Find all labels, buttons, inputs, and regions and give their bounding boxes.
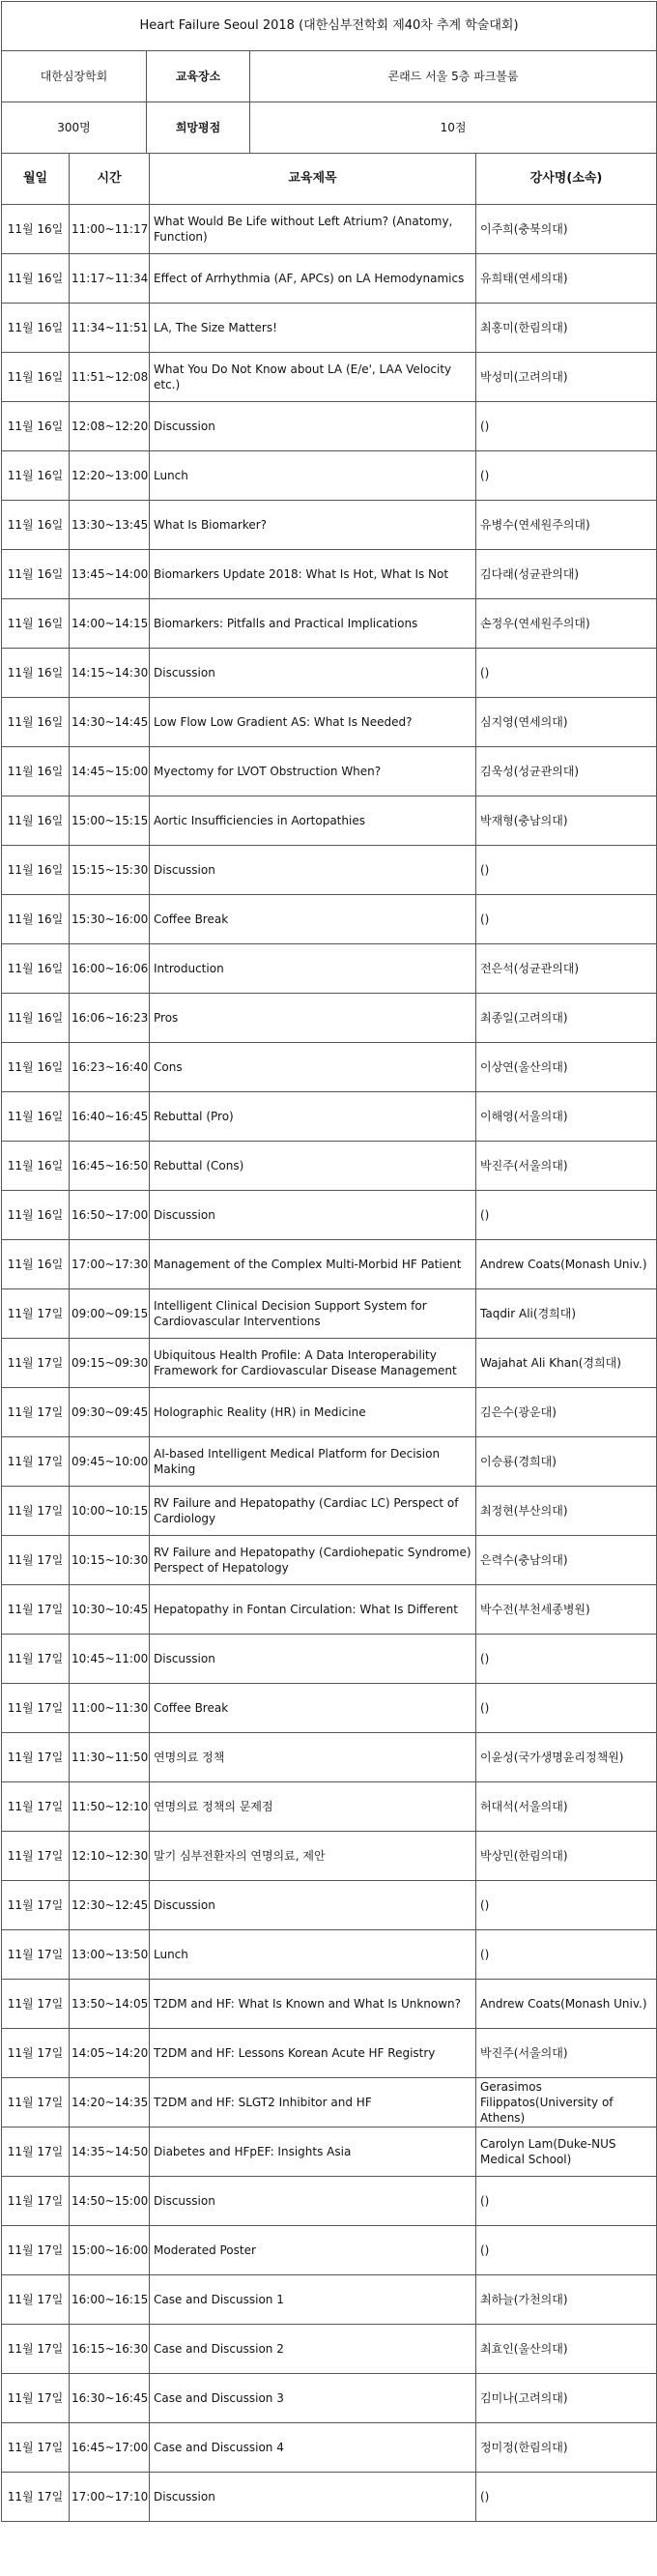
time-cell: 12:30~12:45 [70, 1881, 150, 1930]
title-cell: Lunch [150, 451, 476, 501]
table-row [2, 1289, 657, 1339]
speaker-cell: 김은수(광운대) [476, 1388, 657, 1437]
date-cell: 11월 16일 [2, 747, 70, 796]
table-row [2, 2473, 657, 2522]
time-cell: 14:15~14:30 [70, 649, 150, 698]
time-cell: 10:15~10:30 [70, 1536, 150, 1585]
speaker-cell: () [476, 2226, 657, 2275]
table-row [2, 2374, 657, 2423]
title-cell: Lunch [150, 1930, 476, 1980]
table-row [2, 1733, 657, 1782]
table-row [2, 1487, 657, 1536]
table-row [2, 1437, 657, 1487]
time-cell: 14:20~14:35 [70, 2078, 150, 2127]
column-header-time: 시간 [70, 154, 150, 205]
speaker-cell: () [476, 1191, 657, 1240]
title-cell: Ubiquitous Health Profile: A Data Interoperability Framework for Cardiovascular Disease Management [150, 1339, 476, 1388]
title-cell: T2DM and HF: Lessons Korean Acute HF Registry [150, 2029, 476, 2078]
time-cell: 10:45~11:00 [70, 1635, 150, 1684]
title-cell: RV Failure and Hepatopathy (Cardiohepatic Syndrome) Perspect of Hepatology [150, 1536, 476, 1585]
time-cell: 17:00~17:30 [70, 1240, 150, 1289]
speaker-cell: 유병수(연세원주의대) [476, 501, 657, 550]
table-row [2, 1240, 657, 1289]
title-cell: Coffee Break [150, 895, 476, 944]
table-row [2, 1684, 657, 1733]
time-cell: 13:00~13:50 [70, 1930, 150, 1980]
table-row [2, 994, 657, 1043]
table-row [2, 1930, 657, 1980]
speaker-cell: 이윤성(국가생명윤리정책원) [476, 1733, 657, 1782]
time-cell: 16:06~16:23 [70, 994, 150, 1043]
speaker-cell: Carolyn Lam(Duke-NUS Medical School) [476, 2127, 657, 2177]
time-cell: 11:30~11:50 [70, 1733, 150, 1782]
date-cell: 11월 16일 [2, 1092, 70, 1142]
title-cell: Management of the Complex Multi-Morbid HF Patient [150, 1240, 476, 1289]
date-cell: 11월 16일 [2, 1240, 70, 1289]
time-cell: 15:30~16:00 [70, 895, 150, 944]
date-cell: 11월 17일 [2, 1980, 70, 2029]
time-cell: 16:15~16:30 [70, 2325, 150, 2374]
date-cell: 11월 16일 [2, 698, 70, 747]
table-row [2, 205, 657, 254]
table-row [2, 1980, 657, 2029]
speaker-cell: Taqdir Ali(경희대) [476, 1289, 657, 1339]
time-cell: 10:00~10:15 [70, 1487, 150, 1536]
date-cell: 11월 16일 [2, 501, 70, 550]
points-row [2, 102, 657, 154]
table-row [2, 550, 657, 599]
speaker-cell: 박재형(충남의대) [476, 796, 657, 846]
date-cell: 11월 17일 [2, 1437, 70, 1487]
time-cell: 11:17~11:34 [70, 254, 150, 304]
table-row [2, 1585, 657, 1635]
time-cell: 16:50~17:00 [70, 1191, 150, 1240]
speaker-cell: () [476, 2177, 657, 2226]
time-cell: 14:45~15:00 [70, 747, 150, 796]
title-cell: Coffee Break [150, 1684, 476, 1733]
table-row [2, 2029, 657, 2078]
table-row [2, 1881, 657, 1930]
date-cell: 11월 16일 [2, 994, 70, 1043]
speaker-cell: 최효인(울산의대) [476, 2325, 657, 2374]
time-cell: 14:50~15:00 [70, 2177, 150, 2226]
time-cell: 16:45~16:50 [70, 1142, 150, 1191]
speaker-cell: () [476, 1684, 657, 1733]
column-header-row [2, 154, 657, 205]
table-row [2, 353, 657, 402]
speaker-cell: 박진주(서울의대) [476, 1142, 657, 1191]
title-cell: 말기 심부전환자의 연명의료, 제안 [150, 1832, 476, 1881]
time-cell: 11:34~11:51 [70, 304, 150, 353]
title-cell: Discussion [150, 2177, 476, 2226]
title-cell: Pros [150, 994, 476, 1043]
date-cell: 11월 17일 [2, 2275, 70, 2325]
time-cell: 10:30~10:45 [70, 1585, 150, 1635]
title-cell: Intelligent Clinical Decision Support System for Cardiovascular Interventions [150, 1289, 476, 1339]
date-cell: 11월 16일 [2, 402, 70, 451]
speaker-cell: Andrew Coats(Monash Univ.) [476, 1240, 657, 1289]
points-label: 희망평점 [147, 102, 250, 154]
date-cell: 11월 17일 [2, 1487, 70, 1536]
table-row [2, 2325, 657, 2374]
title-cell: Discussion [150, 846, 476, 895]
speaker-cell: () [476, 1881, 657, 1930]
date-cell: 11월 17일 [2, 2473, 70, 2522]
table-row [2, 2226, 657, 2275]
title-cell: Diabetes and HFpEF: Insights Asia [150, 2127, 476, 2177]
title-cell: Case and Discussion 1 [150, 2275, 476, 2325]
date-cell: 11월 17일 [2, 1635, 70, 1684]
date-cell: 11월 16일 [2, 254, 70, 304]
table-row [2, 747, 657, 796]
time-cell: 14:00~14:15 [70, 599, 150, 649]
date-cell: 11월 17일 [2, 1388, 70, 1437]
title-cell: Cons [150, 1043, 476, 1092]
time-cell: 16:23~16:40 [70, 1043, 150, 1092]
table-row [2, 2177, 657, 2226]
column-header-title: 교육제목 [150, 154, 476, 205]
date-cell: 11월 17일 [2, 2374, 70, 2423]
table-row [2, 1191, 657, 1240]
organizer: 대한심장학회 [2, 51, 147, 102]
title-cell: Discussion [150, 402, 476, 451]
time-cell: 17:00~17:10 [70, 2473, 150, 2522]
speaker-cell: Gerasimos Filippatos(University of Athens) [476, 2078, 657, 2127]
title-cell: Myectomy for LVOT Obstruction When? [150, 747, 476, 796]
page-title: Heart Failure Seoul 2018 (대한심부전학회 제40차 추계 학술대회) [2, 2, 657, 51]
speaker-cell: 정미정(한림의대) [476, 2423, 657, 2473]
title-cell: Aortic Insufficiencies in Aortopathies [150, 796, 476, 846]
time-cell: 11:00~11:30 [70, 1684, 150, 1733]
table-row [2, 254, 657, 304]
title-cell: Case and Discussion 4 [150, 2423, 476, 2473]
speaker-cell: 김욱성(성균관의대) [476, 747, 657, 796]
table-row [2, 1043, 657, 1092]
title-cell: LA, The Size Matters! [150, 304, 476, 353]
time-cell: 16:30~16:45 [70, 2374, 150, 2423]
table-row [2, 895, 657, 944]
time-cell: 11:51~12:08 [70, 353, 150, 402]
table-row [2, 2423, 657, 2473]
table-row [2, 1142, 657, 1191]
title-cell: Effect of Arrhythmia (AF, APCs) on LA Hemodynamics [150, 254, 476, 304]
table-row [2, 451, 657, 501]
title-cell: Biomarkers Update 2018: What Is Hot, What Is Not [150, 550, 476, 599]
schedule-table [1, 153, 657, 2522]
date-cell: 11월 17일 [2, 2029, 70, 2078]
date-cell: 11월 17일 [2, 1289, 70, 1339]
speaker-cell: () [476, 402, 657, 451]
venue-row [2, 51, 657, 102]
speaker-cell: 최홍미(한림의대) [476, 304, 657, 353]
speaker-cell: Andrew Coats(Monash Univ.) [476, 1980, 657, 2029]
table-row [2, 2127, 657, 2177]
date-cell: 11월 16일 [2, 1043, 70, 1092]
speaker-cell: () [476, 1930, 657, 1980]
title-cell: Rebuttal (Cons) [150, 1142, 476, 1191]
table-row [2, 402, 657, 451]
speaker-cell: 박수전(부천세종병원) [476, 1585, 657, 1635]
time-cell: 15:00~16:00 [70, 2226, 150, 2275]
speaker-cell: 손정우(연세원주의대) [476, 599, 657, 649]
date-cell: 11월 17일 [2, 2078, 70, 2127]
date-cell: 11월 16일 [2, 944, 70, 994]
speaker-cell: () [476, 2473, 657, 2522]
speaker-cell: 박상민(한림의대) [476, 1832, 657, 1881]
title-cell: Moderated Poster [150, 2226, 476, 2275]
time-cell: 14:35~14:50 [70, 2127, 150, 2177]
date-cell: 11월 16일 [2, 353, 70, 402]
speaker-cell: 최정현(부산의대) [476, 1487, 657, 1536]
title-cell: What You Do Not Know about LA (E/e', LAA Velocity etc.) [150, 353, 476, 402]
date-cell: 11월 17일 [2, 1585, 70, 1635]
date-cell: 11월 16일 [2, 205, 70, 254]
time-cell: 13:30~13:45 [70, 501, 150, 550]
title-cell: What Is Biomarker? [150, 501, 476, 550]
speaker-cell: 유희태(연세의대) [476, 254, 657, 304]
date-cell: 11월 17일 [2, 1930, 70, 1980]
time-cell: 16:00~16:15 [70, 2275, 150, 2325]
time-cell: 15:15~15:30 [70, 846, 150, 895]
table-row [2, 1388, 657, 1437]
date-cell: 11월 16일 [2, 846, 70, 895]
table-row [2, 846, 657, 895]
table-row [2, 796, 657, 846]
title-cell: Discussion [150, 2473, 476, 2522]
date-cell: 11월 17일 [2, 1536, 70, 1585]
time-cell: 12:10~12:30 [70, 1832, 150, 1881]
table-row [2, 1536, 657, 1585]
date-cell: 11월 17일 [2, 2177, 70, 2226]
title-cell: Rebuttal (Pro) [150, 1092, 476, 1142]
date-cell: 11월 17일 [2, 2423, 70, 2473]
date-cell: 11월 16일 [2, 649, 70, 698]
column-header-speaker: 강사명(소속) [476, 154, 657, 205]
time-cell: 15:00~15:15 [70, 796, 150, 846]
speaker-cell: 이주희(충북의대) [476, 205, 657, 254]
title-cell: Discussion [150, 649, 476, 698]
speaker-cell: () [476, 451, 657, 501]
time-cell: 16:00~16:06 [70, 944, 150, 994]
speaker-cell: 이상연(울산의대) [476, 1043, 657, 1092]
time-cell: 11:00~11:17 [70, 205, 150, 254]
date-cell: 11월 17일 [2, 1733, 70, 1782]
table-row [2, 1339, 657, 1388]
date-cell: 11월 17일 [2, 1684, 70, 1733]
table-row [2, 599, 657, 649]
venue-label: 교육장소 [147, 51, 250, 102]
title-row [2, 2, 657, 51]
title-cell: AI-based Intelligent Medical Platform for Decision Making [150, 1437, 476, 1487]
date-cell: 11월 17일 [2, 1881, 70, 1930]
date-cell: 11월 17일 [2, 1339, 70, 1388]
table-row [2, 304, 657, 353]
title-cell: 연명의료 정책의 문제점 [150, 1782, 476, 1832]
date-cell: 11월 17일 [2, 2127, 70, 2177]
speaker-cell: () [476, 649, 657, 698]
schedule-body [2, 205, 657, 2522]
title-cell: What Would Be Life without Left Atrium? (Anatomy, Function) [150, 205, 476, 254]
speaker-cell: () [476, 895, 657, 944]
title-cell: Biomarkers: Pitfalls and Practical Implications [150, 599, 476, 649]
title-cell: Case and Discussion 2 [150, 2325, 476, 2374]
time-cell: 16:40~16:45 [70, 1092, 150, 1142]
venue: 콘래드 서울 5층 파크볼룸 [250, 51, 657, 102]
table-row [2, 944, 657, 994]
time-cell: 12:20~13:00 [70, 451, 150, 501]
table-row [2, 1092, 657, 1142]
table-row [2, 1782, 657, 1832]
time-cell: 16:45~17:00 [70, 2423, 150, 2473]
table-row [2, 501, 657, 550]
date-cell: 11월 17일 [2, 1832, 70, 1881]
table-row [2, 2078, 657, 2127]
date-cell: 11월 17일 [2, 2325, 70, 2374]
points: 10점 [250, 102, 657, 154]
time-cell: 11:50~12:10 [70, 1782, 150, 1832]
title-cell: T2DM and HF: SLGT2 Inhibitor and HF [150, 2078, 476, 2127]
date-cell: 11월 16일 [2, 599, 70, 649]
date-cell: 11월 16일 [2, 895, 70, 944]
title-cell: Discussion [150, 1635, 476, 1684]
time-cell: 13:50~14:05 [70, 1980, 150, 2029]
column-header-date: 월일 [2, 154, 70, 205]
speaker-cell: 박성미(고려의대) [476, 353, 657, 402]
title-cell: Holographic Reality (HR) in Medicine [150, 1388, 476, 1437]
date-cell: 11월 16일 [2, 451, 70, 501]
title-cell: RV Failure and Hepatopathy (Cardiac LC) Perspect of Cardiology [150, 1487, 476, 1536]
date-cell: 11월 16일 [2, 304, 70, 353]
schedule-document [1, 1, 656, 2522]
date-cell: 11월 16일 [2, 1142, 70, 1191]
speaker-cell: 이해영(서울의대) [476, 1092, 657, 1142]
time-cell: 09:45~10:00 [70, 1437, 150, 1487]
table-row [2, 649, 657, 698]
time-cell: 12:08~12:20 [70, 402, 150, 451]
title-cell: T2DM and HF: What Is Known and What Is Unknown? [150, 1980, 476, 2029]
date-cell: 11월 16일 [2, 1191, 70, 1240]
title-cell: Discussion [150, 1881, 476, 1930]
attendees: 300명 [2, 102, 147, 154]
header-table [1, 1, 657, 154]
table-row [2, 1635, 657, 1684]
speaker-cell: 전은석(성균관의대) [476, 944, 657, 994]
speaker-cell: 최종일(고려의대) [476, 994, 657, 1043]
title-cell: Case and Discussion 3 [150, 2374, 476, 2423]
date-cell: 11월 17일 [2, 2226, 70, 2275]
title-cell: Introduction [150, 944, 476, 994]
speaker-cell: 이승룡(경희대) [476, 1437, 657, 1487]
speaker-cell: 은력수(충남의대) [476, 1536, 657, 1585]
speaker-cell: 심지영(연세의대) [476, 698, 657, 747]
time-cell: 14:30~14:45 [70, 698, 150, 747]
table-row [2, 698, 657, 747]
time-cell: 14:05~14:20 [70, 2029, 150, 2078]
time-cell: 09:30~09:45 [70, 1388, 150, 1437]
speaker-cell: 김미나(고려의대) [476, 2374, 657, 2423]
table-row [2, 1832, 657, 1881]
speaker-cell: Wajahat Ali Khan(경희대) [476, 1339, 657, 1388]
title-cell: Low Flow Low Gradient AS: What Is Needed? [150, 698, 476, 747]
time-cell: 13:45~14:00 [70, 550, 150, 599]
speaker-cell: 최하늘(가천의대) [476, 2275, 657, 2325]
speaker-cell: () [476, 846, 657, 895]
speaker-cell: 김다래(성균관의대) [476, 550, 657, 599]
title-cell: 연명의료 정책 [150, 1733, 476, 1782]
speaker-cell: 박진주(서울의대) [476, 2029, 657, 2078]
time-cell: 09:00~09:15 [70, 1289, 150, 1339]
date-cell: 11월 17일 [2, 1782, 70, 1832]
title-cell: Hepatopathy in Fontan Circulation: What Is Different [150, 1585, 476, 1635]
speaker-cell: () [476, 1635, 657, 1684]
time-cell: 09:15~09:30 [70, 1339, 150, 1388]
speaker-cell: 허대석(서울의대) [476, 1782, 657, 1832]
table-row [2, 2275, 657, 2325]
title-cell: Discussion [150, 1191, 476, 1240]
date-cell: 11월 16일 [2, 796, 70, 846]
date-cell: 11월 16일 [2, 550, 70, 599]
